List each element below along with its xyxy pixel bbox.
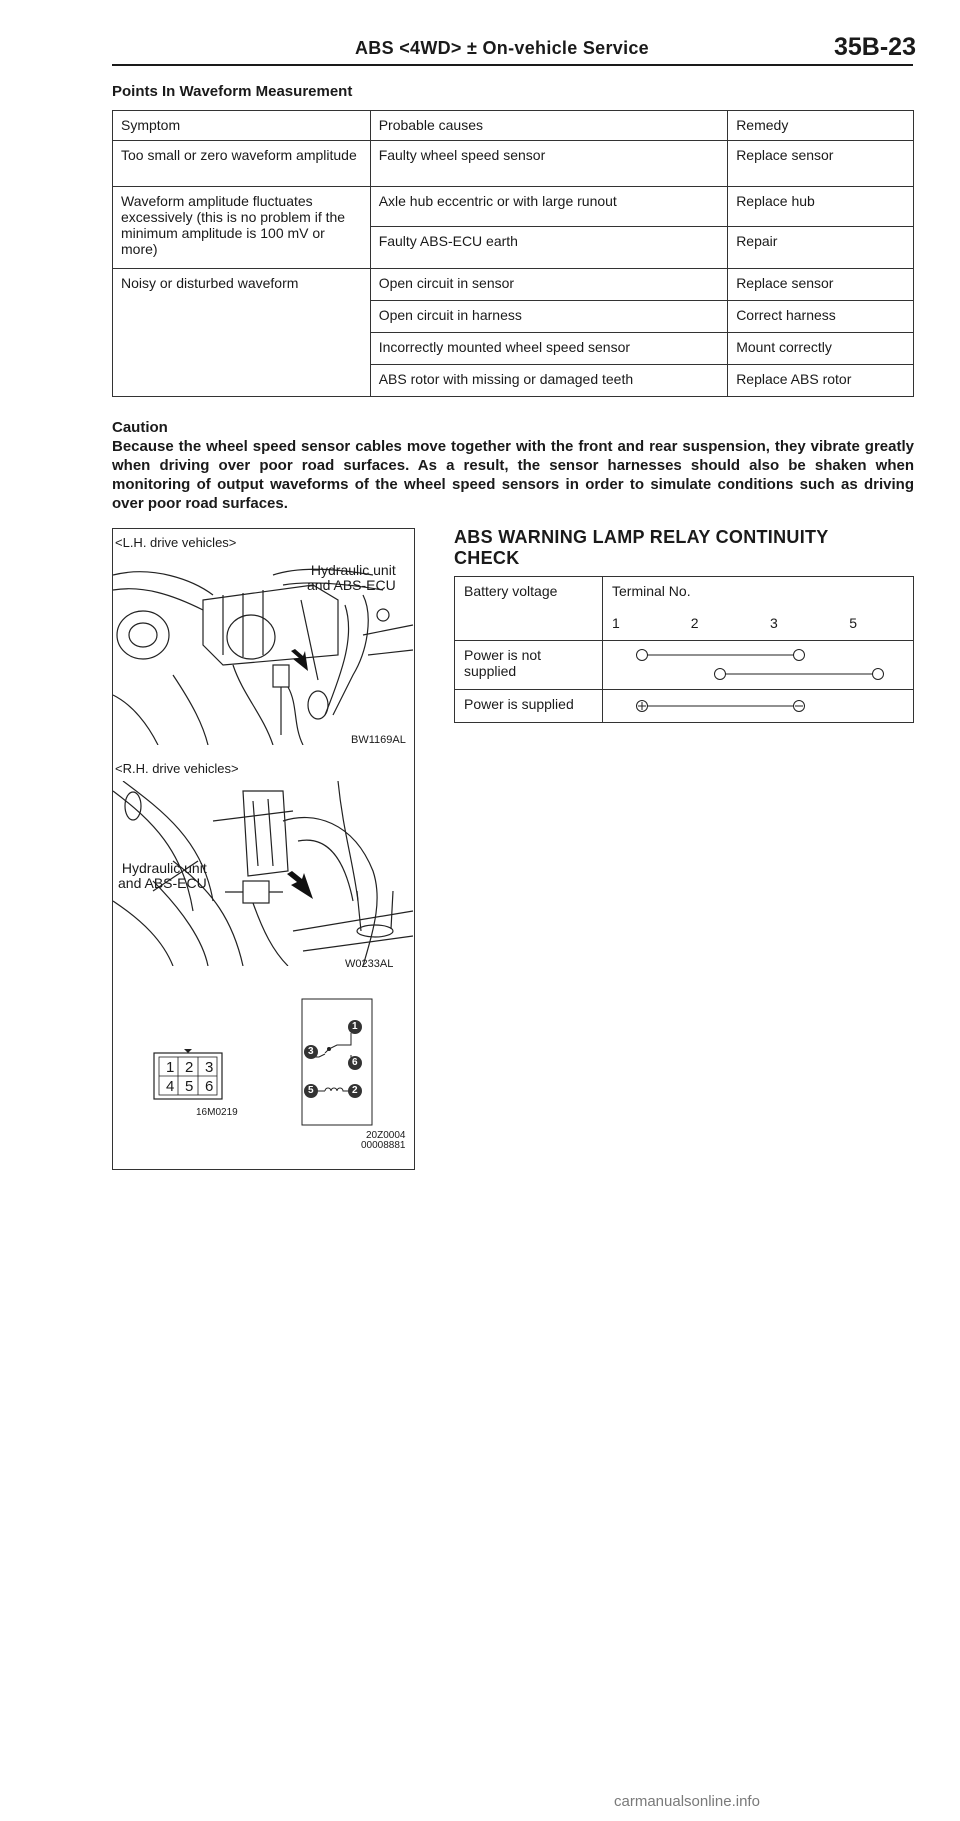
terminal-number: 3	[761, 609, 840, 641]
continuity-symbol	[603, 690, 913, 722]
table-header: Probable causes	[370, 111, 728, 141]
waveform-table	[112, 110, 914, 397]
connector-pin: 2	[185, 1059, 194, 1076]
cause-cell: Open circuit in sensor	[370, 269, 728, 301]
remedy-cell: Replace sensor	[728, 269, 914, 301]
symptom-cell: Too small or zero waveform amplitude	[113, 141, 371, 187]
caution-title: Caution	[112, 419, 168, 436]
relay-pin: 2	[352, 1085, 358, 1096]
continuity-symbol	[603, 641, 913, 689]
terminal-number: 5	[840, 609, 913, 641]
connector-pin: 3	[205, 1059, 214, 1076]
cause-cell: ABS rotor with missing or damaged teeth	[370, 365, 728, 397]
table-header: Symptom	[113, 111, 371, 141]
cause-cell: Faulty wheel speed sensor	[370, 141, 728, 187]
remedy-cell: Replace ABS rotor	[728, 365, 914, 397]
connector-pin: 5	[185, 1078, 194, 1095]
remedy-cell: Replace hub	[728, 187, 914, 227]
relay-circuit-diagram	[289, 997, 379, 1127]
connector-pin: 4	[166, 1078, 175, 1095]
symptom-cell: Waveform amplitude fluctuates excessively (this is no problem if the minimum amplitude is 100 mV or more)	[113, 187, 371, 269]
connector-pin: 6	[205, 1078, 214, 1095]
relay-continuity-table	[454, 576, 914, 723]
terminal-number: 1	[603, 609, 682, 641]
rh-drive-label: <R.H. drive vehicles>	[115, 761, 239, 776]
remedy-cell: Replace sensor	[728, 141, 914, 187]
relay-pin: 1	[352, 1021, 358, 1032]
lh-figure-code: BW1169AL	[351, 734, 406, 746]
relay-figure-code: 20Z0004	[366, 1130, 406, 1141]
caution-text: Because the wheel speed sensor cables move together with the front and rear suspension, they vibrate greatly when driving over poor road surfaces. As a result, the sensor harnesses should also be shaken when monitoring of output waveforms of the wheel speed sensors in order to simulate conditions such as driving over poor road surfaces.	[112, 438, 914, 512]
lh-hydraulic-unit-callout: Hydraulic unit and ABS-ECU	[307, 562, 396, 593]
relay-pin: 5	[308, 1085, 314, 1096]
cause-cell: Incorrectly mounted wheel speed sensor	[370, 333, 728, 365]
relay-pin: 3	[308, 1046, 314, 1057]
continuity-cell	[603, 690, 914, 723]
cause-cell: Faulty ABS-ECU earth	[370, 227, 728, 269]
table-row	[113, 269, 914, 301]
page-number: 35B-23	[834, 33, 916, 61]
location-figure	[112, 528, 415, 1170]
table-header: Remedy	[728, 111, 914, 141]
caution-block	[112, 418, 914, 513]
lh-drive-label: <L.H. drive vehicles>	[115, 535, 237, 550]
table-row	[113, 141, 914, 187]
cause-cell: Open circuit in harness	[370, 301, 728, 333]
voltage-condition: Power is supplied	[455, 690, 603, 723]
header-rule	[112, 64, 913, 66]
continuity-cell	[603, 641, 914, 690]
cause-cell: Axle hub eccentric or with large runout	[370, 187, 728, 227]
remedy-cell: Correct harness	[728, 301, 914, 333]
relay-section-title: ABS WARNING LAMP RELAY CONTINUITY CHECK	[454, 527, 829, 568]
page-header-title: ABS <4WD> ± On-vehicle Service	[355, 38, 649, 58]
remedy-cell: Mount correctly	[728, 333, 914, 365]
voltage-condition: Power is not supplied	[455, 641, 603, 690]
symptom-cell: Noisy or disturbed waveform	[113, 269, 371, 397]
connector-pin: 1	[166, 1059, 175, 1076]
footer-watermark: carmanualsonline.info	[614, 1793, 760, 1810]
table-header: Battery voltage	[455, 577, 603, 641]
table-header: Terminal No.	[603, 577, 914, 609]
rh-hydraulic-unit-callout: Hydraulic unit and ABS-ECU	[118, 860, 207, 891]
terminal-number: 2	[682, 609, 761, 641]
connector-figure-code: 16M0219	[196, 1107, 238, 1118]
section-title: Points In Waveform Measurement	[112, 83, 353, 100]
table-row	[113, 187, 914, 227]
rh-figure-code: W0233AL	[345, 958, 394, 970]
relay-pin: 6	[352, 1057, 358, 1068]
remedy-cell: Repair	[728, 227, 914, 269]
figure-code: 00008881	[361, 1140, 406, 1151]
